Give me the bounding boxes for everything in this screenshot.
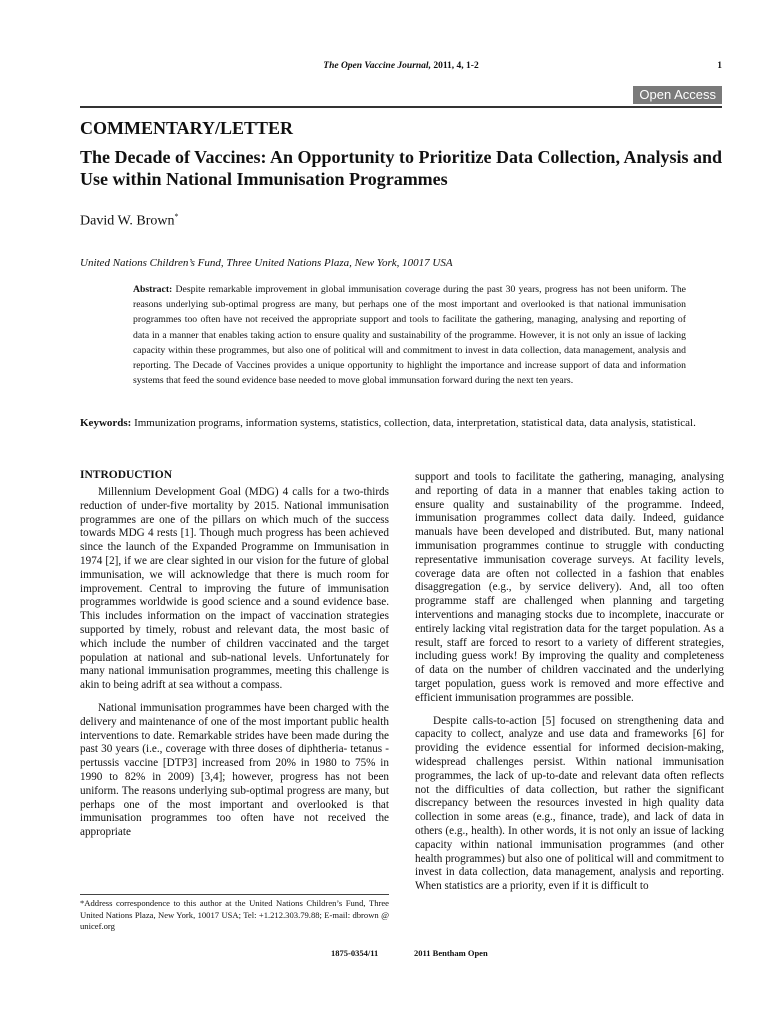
publisher: 2011 Bentham Open xyxy=(414,948,488,958)
section-heading-introduction: INTRODUCTION xyxy=(80,469,173,481)
keywords-label: Keywords: xyxy=(80,417,132,429)
right-column xyxy=(415,471,724,894)
keywords xyxy=(80,416,722,431)
abstract-label: Abstract: xyxy=(133,284,173,295)
abstract-text: Despite remarkable improvement in global immunisation coverage during the past 30 years, progress has not been uniform. The reasons underlying sub-optimal progress are many, but perhaps one of the most important and overlooked is that national immunisation programmes too often have not received the appropriate support and tools to facilitate the gathering, managing, analysing and reporting of data in a manner that enables taking action to ensure quality and sustainability of the programme. However, it is not only an issue of lacking capacity within these programmes, but also one of political will and commitment to invest in data collection, data management, analysis and reporting. The Decade of Vaccines provides a unique opportunity to highlight the importance and increase support of data and information systems that feed the sound evidence base needed to move global immunsation forward during the next ten years. xyxy=(133,284,686,387)
author-line xyxy=(80,212,179,230)
correspondence-footnote: *Address correspondence to this author at the United Nations Children’s Fund, Three United Nations Plaza, New York, 10017 USA; Tel: +1.212.303.79.88; E-mail: dbrown @ unicef.org xyxy=(80,898,389,931)
author-name: David W. Brown xyxy=(80,213,175,229)
abstract xyxy=(133,282,686,388)
open-access-badge: Open Access xyxy=(633,86,722,104)
issn: 1875-0354/11 xyxy=(331,948,379,958)
journal-name: The Open Vaccine Journal, xyxy=(323,61,431,71)
keywords-text: Immunization programs, information systems, statistics, collection, data, interpretation, statistical data, data analysis, statistical. xyxy=(131,417,696,429)
article-title: The Decade of Vaccines: An Opportunity to Prioritize Data Collection, Analysis and Use within National Immunisation Programmes xyxy=(80,147,722,189)
section-type: COMMENTARY/LETTER xyxy=(80,118,294,138)
header-rule xyxy=(80,106,722,108)
paragraph: support and tools to facilitate the gathering, managing, analysing and reporting of data in a manner that enables taking action to ensure quality and sustainability of the programme. Indeed, immunisation programmes collect data daily. Indeed, guidance manuals have been developed and distributed. But, many national immunisation programmes continue to struggle with conducting representative immunisation coverage surveys. At facility levels, coverage data are often not collected in a fashion that enables disaggregation (e.g., by service delivery). And, all too often programme staff are challenged when planning and targeting interventions and managing stocks due to incomplete, inaccurate or entirely lacking vital registration data for the target population. As a result, staff are forced to resort to a variety of different strategies, including guess work! By improving the quality and completeness of data on the number of children vaccinated and the underlying target population, guess work is removed and more effective and efficient immunisation programmes are possible. xyxy=(415,471,724,704)
paragraph: Millennium Development Goal (MDG) 4 calls for a two-thirds reduction of under-five mortality by 2015. National immunisation programmes are one of the pillars on which much of the success towards MDG 4 rests [1]. Though much progress has been achieved since the launch of the Expanded Programme on Immunisation in 1974 [2], if we are clear sighted in our vision for the future of global immunisation, we will acknowledge that there is much room for improvement. Central to improving the future of immunisation programmes worldwide is good science and a sound evidence base. This includes information on the impact of vaccination strategies supported by timely, robust and relevant data, the most basic of which include the number of children vaccinated and the target population at national and sub-national levels. Unfortunately for many national immunisation programmes, meeting this challenge is akin to being adrift at sea without a compass. xyxy=(80,486,389,692)
journal-citation xyxy=(80,61,722,71)
affiliation: United Nations Children’s Fund, Three United Nations Plaza, New York, 10017 USA xyxy=(80,257,453,269)
page-number: 1 xyxy=(717,61,722,71)
author-mark: * xyxy=(174,212,179,221)
paragraph: National immunisation programmes have been charged with the delivery and maintenance of one of the most important public health interventions to date. Remarkable strides have been made during the past 30 years (i.e., coverage with three doses of diphtheria- tetanus -pertussis vaccine [DTP3] increased from 20% in 1980 to 75% in 1990 to 82% in 2009) [3,4]; however, progress has not been uniform. The reasons underlying sub-optimal progress are many, but perhaps one of the most important and overlooked is that immunisation programmes too often have not received the appropriate xyxy=(80,701,389,839)
journal-header xyxy=(80,61,722,75)
journal-year-volume: 2011, 4, 1-2 xyxy=(430,61,479,71)
footnote-rule xyxy=(80,894,389,895)
paragraph: Despite calls-to-action [5] focused on strengthening data and capacity to collect, analyze and use data and frameworks [6] for providing the evidence essential for informed decision-making, widespread challenges persist. Within national immunisation programmes, the lack of up-to-date and relevant data often reflects not the difficulties of data collection, but rather the significant discrepancy between the resources invested in high quality data collection in some areas (e.g., finance, trade), and lack of data in others (e.g., health). In other words, it is not only an issue of lacking capacity within national immunisation programmes (and other health programmes) but also one of political will and commitment to invest in data collection, data management, analysis and reporting. When statistics are a priority, even if it is difficult to xyxy=(415,714,724,893)
left-column xyxy=(80,486,389,840)
